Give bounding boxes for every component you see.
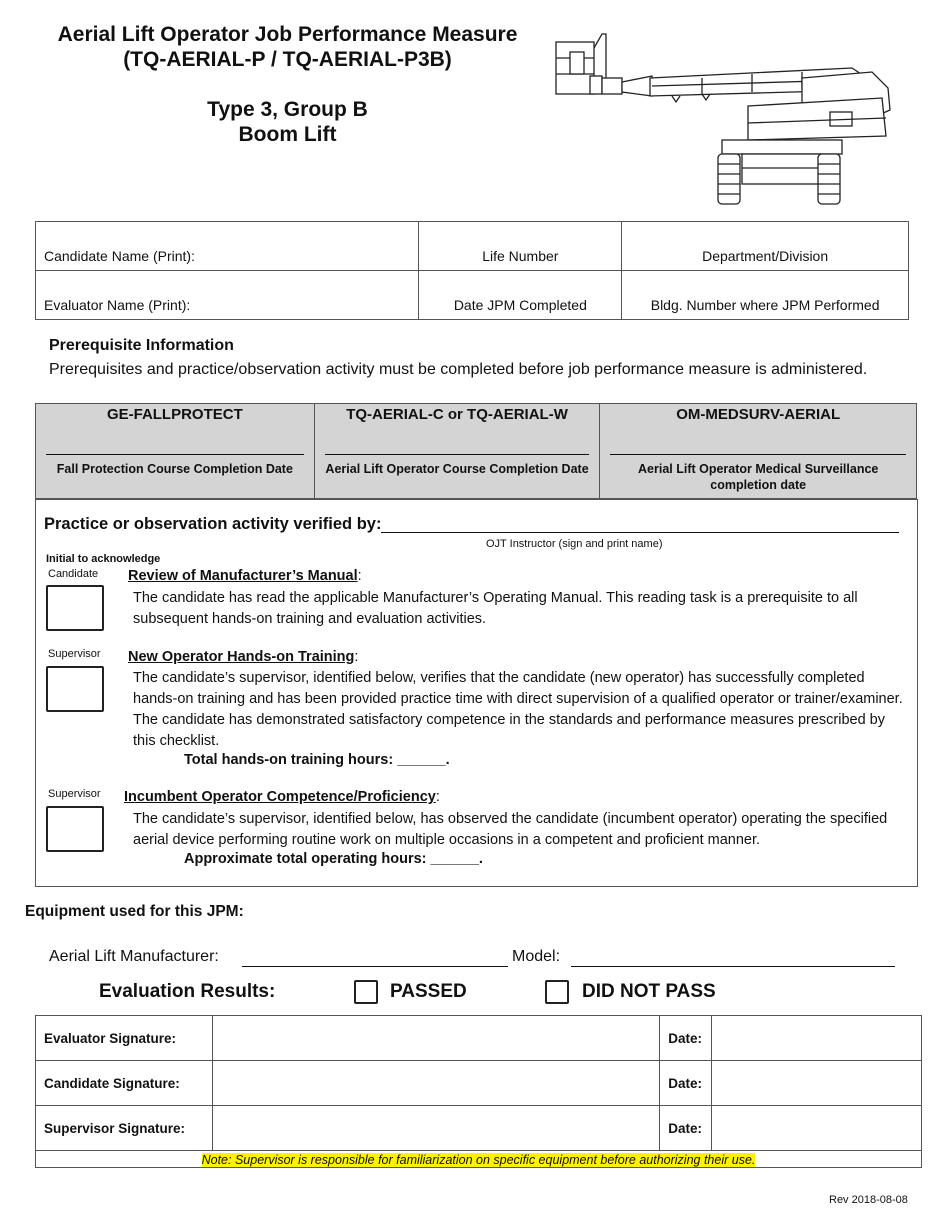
prereq-table [35, 403, 917, 499]
date-label: Date: [660, 1106, 712, 1151]
role-label: Supervisor [48, 788, 101, 800]
item-title-row: Review of Manufacturer’s Manual: [128, 568, 362, 584]
lift-line: Boom Lift [238, 123, 337, 146]
candidate-initial-box[interactable] [46, 585, 104, 631]
passed-checkbox[interactable] [354, 980, 378, 1004]
signature-label: Candidate Signature: [36, 1061, 213, 1106]
page-title [40, 22, 535, 72]
bldg-number-label: Bldg. Number where JPM Performed [650, 297, 880, 313]
candidate-date-field[interactable] [712, 1061, 922, 1106]
did-not-pass-label: DID NOT PASS [582, 981, 716, 1002]
note-row [36, 1151, 922, 1168]
prereq-col-fallprotect [36, 404, 315, 499]
department-label: Department/Division [702, 248, 829, 264]
prereq-col-medsurv [600, 404, 917, 499]
model-label: Model: [512, 948, 561, 965]
signature-row [36, 1106, 922, 1151]
item-title: New Operator Hands-on Training [128, 649, 355, 665]
role-label: Supervisor [48, 648, 101, 660]
verified-text: Practice or observation activity verified by: [44, 515, 382, 533]
signature-label: Evaluator Signature: [36, 1016, 213, 1061]
prereq-code: OM-MEDSURV-AERIAL [676, 406, 841, 423]
date-label: Date: [660, 1016, 712, 1061]
prereq-code: GE-FALLPROTECT [106, 406, 243, 423]
evaluator-name-field[interactable] [36, 271, 419, 320]
type-line: Type 3, Group B [207, 98, 368, 121]
life-number-label: Life Number [482, 248, 559, 264]
bldg-number-field[interactable] [622, 271, 909, 320]
evaluator-date-field[interactable] [712, 1016, 922, 1061]
evaluator-name-label: Evaluator Name (Print): [44, 297, 191, 313]
evaluator-signature-field[interactable] [212, 1016, 659, 1061]
signature-row [36, 1061, 922, 1106]
instructor-signature-line[interactable] [381, 532, 899, 533]
operating-hours[interactable]: Approximate total operating hours: ______. [184, 851, 483, 867]
supervisor-note: Note: Supervisor is responsible for familiarization on specific equipment before authorizing their use. [201, 1152, 756, 1167]
prereq-label: Aerial Lift Operator Course Completion Date [325, 462, 589, 476]
manufacturer-label: Aerial Lift Manufacturer: [49, 948, 219, 965]
initial-label: Initial to acknowledge [46, 553, 161, 565]
model-input[interactable] [571, 966, 895, 967]
prereq-label: Fall Protection Course Completion Date [56, 462, 293, 476]
evaluation-results-label: Evaluation Results: [99, 981, 276, 1002]
manufacturer-input[interactable] [242, 966, 508, 967]
verified-label [44, 515, 381, 534]
signature-table [35, 1015, 922, 1168]
item-text: The candidate has read the applicable Manufacturer’s Operating Manual. This reading task is a prerequisite to all subsequent hands-on training and evaluation activities. [133, 590, 858, 627]
training-hours[interactable]: Total hands-on training hours: ______. [184, 752, 450, 768]
revision-label: Rev 2018-08-08 [829, 1194, 908, 1206]
item-title-row: New Operator Hands-on Training: [128, 649, 359, 665]
role-label: Candidate [48, 568, 99, 580]
date-completed-label: Date JPM Completed [453, 297, 587, 313]
date-label: Date: [660, 1061, 712, 1106]
item-text: The candidate’s supervisor, identified below, verifies that the candidate (new operator) has successfully completed hands-on training and has been provided practice time with direct supervision of a qualified operator or trainer/examiner. The candidate has demonstrated satisfactory competence in the standards and performance measures prescribed by this checklist. [133, 670, 903, 749]
prereq-col-aerial-course [314, 404, 600, 499]
item-title: Incumbent Operator Competence/Proficiency [124, 789, 436, 805]
life-number-field[interactable] [419, 222, 622, 271]
supervisor-date-field[interactable] [712, 1106, 922, 1151]
title-line-2: (TQ-AERIAL-P / TQ-AERIAL-P3B) [123, 48, 452, 71]
candidate-signature-field[interactable] [212, 1061, 659, 1106]
boom-lift-icon [552, 28, 897, 208]
item-text: The candidate’s supervisor, identified below, has observed the candidate (incumbent operator) operating the specified aerial device performing routine work on multiple occasions in a competent and proficient manner. [133, 811, 888, 848]
date-line[interactable] [325, 442, 590, 455]
prereq-label: Aerial Lift Operator Medical Surveillance completion date [638, 462, 879, 492]
candidate-name-field[interactable] [36, 222, 419, 271]
date-line[interactable] [46, 442, 304, 455]
instructor-caption: OJT Instructor (sign and print name) [486, 538, 663, 550]
prereq-heading: Prerequisite Information [49, 337, 234, 354]
signature-label: Supervisor Signature: [36, 1106, 213, 1151]
equipment-heading: Equipment used for this JPM: [25, 903, 244, 920]
date-line[interactable] [610, 442, 906, 455]
department-field[interactable] [622, 222, 909, 271]
supervisor-initial-box[interactable] [46, 806, 104, 852]
item-title-row: Incumbent Operator Competence/Proficiency: [124, 789, 440, 805]
item-title: Review of Manufacturer’s Manual [128, 568, 358, 584]
subtitle [140, 97, 435, 147]
supervisor-signature-field[interactable] [212, 1106, 659, 1151]
title-line-1: Aerial Lift Operator Job Performance Measure [57, 23, 518, 46]
prereq-description: Prerequisites and practice/observation activity must be completed before job performance measure is administered. [49, 361, 868, 378]
signature-row [36, 1016, 922, 1061]
prereq-code: TQ-AERIAL-C or TQ-AERIAL-W [346, 406, 568, 423]
candidate-info-table [35, 221, 909, 320]
candidate-name-label: Candidate Name (Print): [44, 248, 195, 264]
date-completed-field[interactable] [419, 271, 622, 320]
supervisor-initial-box[interactable] [46, 666, 104, 712]
did-not-pass-checkbox[interactable] [545, 980, 569, 1004]
practice-section [35, 499, 918, 887]
passed-label: PASSED [390, 981, 467, 1002]
